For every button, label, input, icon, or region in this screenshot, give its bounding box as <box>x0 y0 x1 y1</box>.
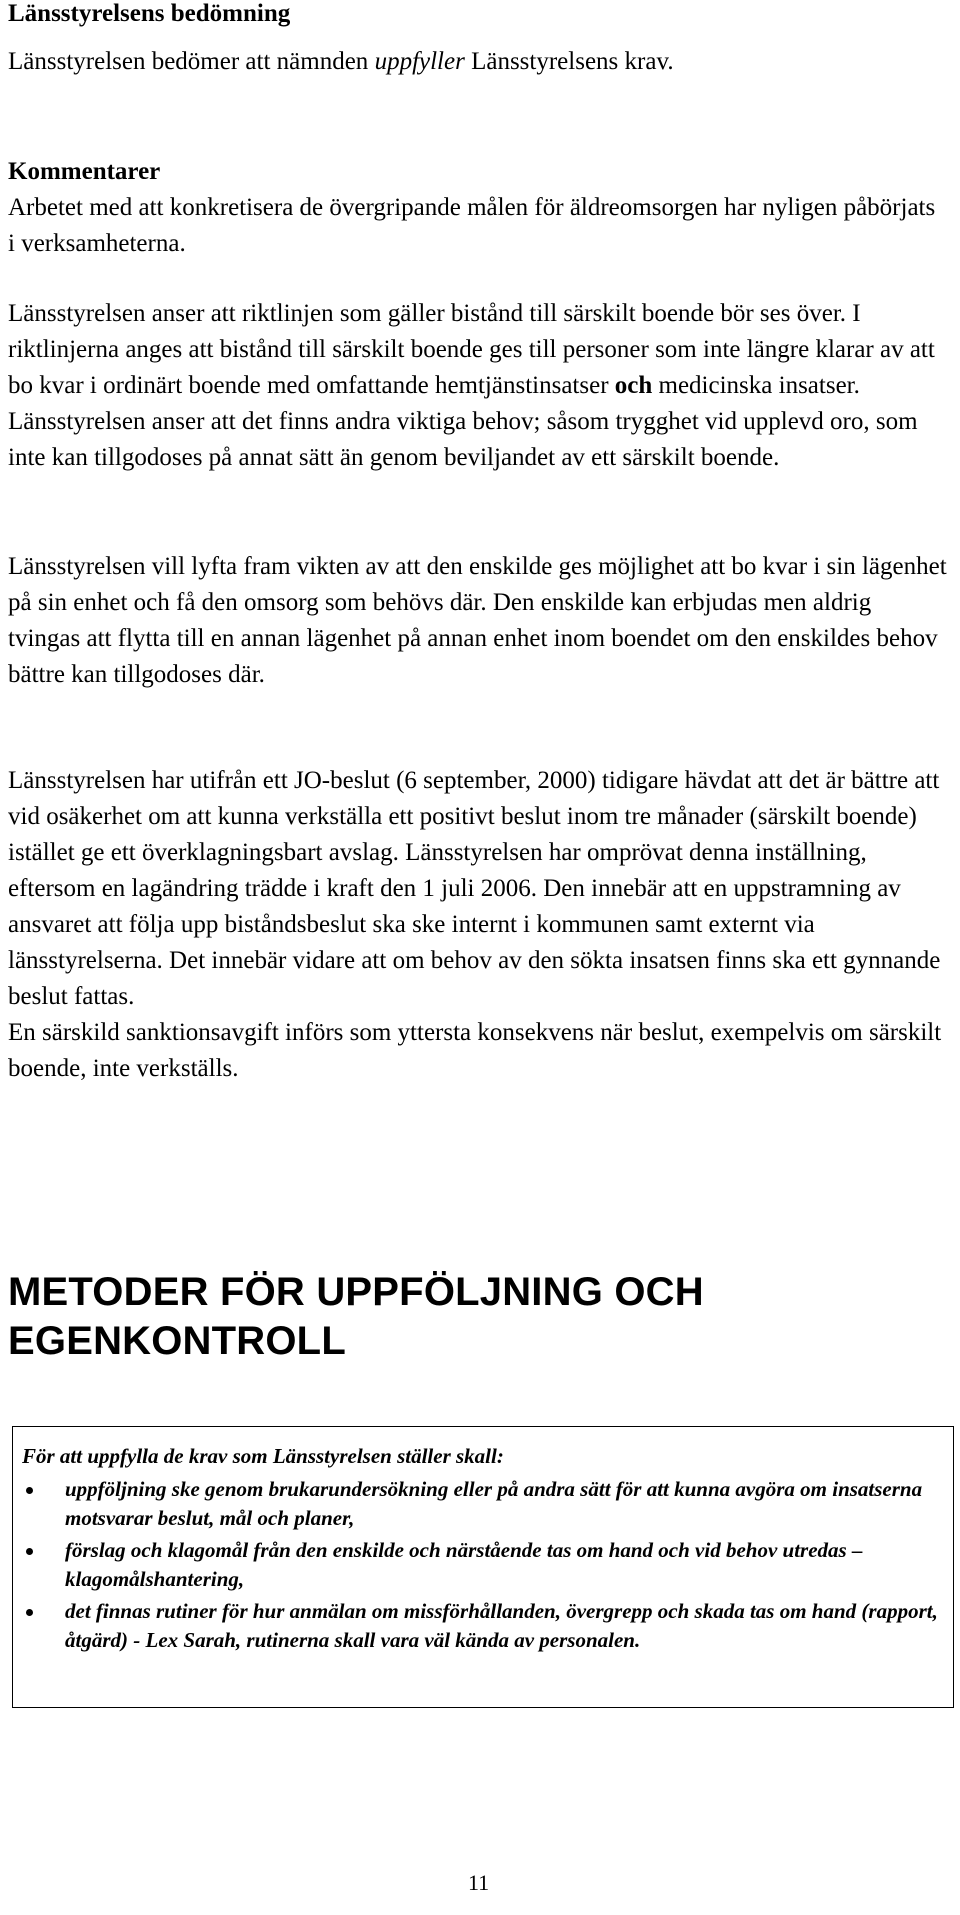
requirements-list <box>13 1475 943 1658</box>
bullet-icon <box>26 1487 33 1494</box>
list-item <box>13 1475 943 1533</box>
section-heading <box>8 1268 948 1366</box>
bullet-icon <box>26 1609 33 1616</box>
list-item <box>13 1597 943 1655</box>
section-heading-line-1: METODER FÖR UPPFÖLJNING OCH <box>8 1270 704 1314</box>
assessment-text-before: Länsstyrelsen bedömer att nämnden <box>8 48 375 75</box>
assessment-text-after: Länsstyrelsens krav. <box>464 48 674 75</box>
page-number: 11 <box>468 1870 490 1895</box>
bullet-icon <box>26 1548 33 1555</box>
comments-paragraph-2-bold: och <box>614 372 653 399</box>
comments-heading: Kommentarer <box>8 158 161 185</box>
comments-paragraph-4-text: Länsstyrelsen har utifrån ett JO-beslut (6 september, 2000) tidigare hävdat att det är bättre att vid osäkerhet om att kunna verkställa ett positivt beslut inom tre månader (särskilt boende) istället ge ett överklagningsbart avslag. Länsstyrelsen har omprövat denna inställning, eftersom en lagändring trädde i kraft den 1 juli 2006. Den innebär att en uppstramning av ansvaret att följa upp biståndsbeslut ska ske internt i kommunen samt externt via länsstyrelserna. Det innebär vidare att om behov av den sökta insatsen finns ska ett gynnande beslut fattas. <box>8 767 941 1010</box>
list-item-text: det finnas rutiner för hur anmälan om missförhållanden, övergrepp och skada tas om hand (rapport, åtgärd) - Lex Sarah, rutinerna skall vara väl kända av personalen. <box>65 1599 938 1652</box>
section-heading-line-2: EGENKONTROLL <box>8 1319 346 1363</box>
assessment-paragraph <box>8 44 948 80</box>
comments-paragraph-4 <box>8 763 948 1087</box>
requirements-intro: För att uppfylla de krav som Länsstyrelsen ställer skall: <box>22 1444 504 1468</box>
requirements-box <box>12 1426 954 1708</box>
list-item-text: uppföljning ske genom brukarundersökning eller på andra sätt för att kunna avgöra om insatserna motsvarar beslut, mål och planer, <box>65 1477 923 1530</box>
list-item <box>13 1536 943 1594</box>
comments-paragraph-5-text: En särskild sanktionsavgift införs som yttersta konsekvens när beslut, exempelvis om särskilt boende, inte verkställs. <box>8 1019 942 1082</box>
list-item-text: förslag och klagomål från den enskilde och närstående tas om hand och vid behov utredas – klagomålshantering, <box>65 1538 863 1591</box>
comments-paragraph-2-part-b: medicinska insatser. Länsstyrelsen anser att det finns andra viktiga behov; såsom trygghet vid upplevd oro, som inte kan tillgodoses på annat sätt än genom beviljandet av ett särskilt boende. <box>8 372 918 471</box>
comments-paragraph-1: Arbetet med att konkretisera de övergripande målen för äldreomsorgen har nyligen påbörjats i verksamheterna. <box>8 194 936 257</box>
assessment-heading: Länsstyrelsens bedömning <box>8 0 291 27</box>
assessment-text-emphasis: uppfyller <box>374 48 465 75</box>
comments-paragraph-2 <box>8 296 948 476</box>
comments-paragraph-3: Länsstyrelsen vill lyfta fram vikten av att den enskilde ges möjlighet att bo kvar i sin lägenhet på sin enhet och få den omsorg som behövs där. Den enskilde kan erbjudas men aldrig tvingas att flytta till en annan lägenhet på annan enhet inom boendet om den enskildes behov bättre kan tillgodoses där. <box>8 553 947 688</box>
comments-paragraph-2-part-a: Länsstyrelsen anser att riktlinjen som gäller bistånd till särskilt boende bör ses över. I riktlinjerna anges att bistånd till särskilt boende ges till personer som inte längre klarar av att bo kvar i ordinärt boende med omfattande hemtjänstinsatser <box>8 300 935 399</box>
